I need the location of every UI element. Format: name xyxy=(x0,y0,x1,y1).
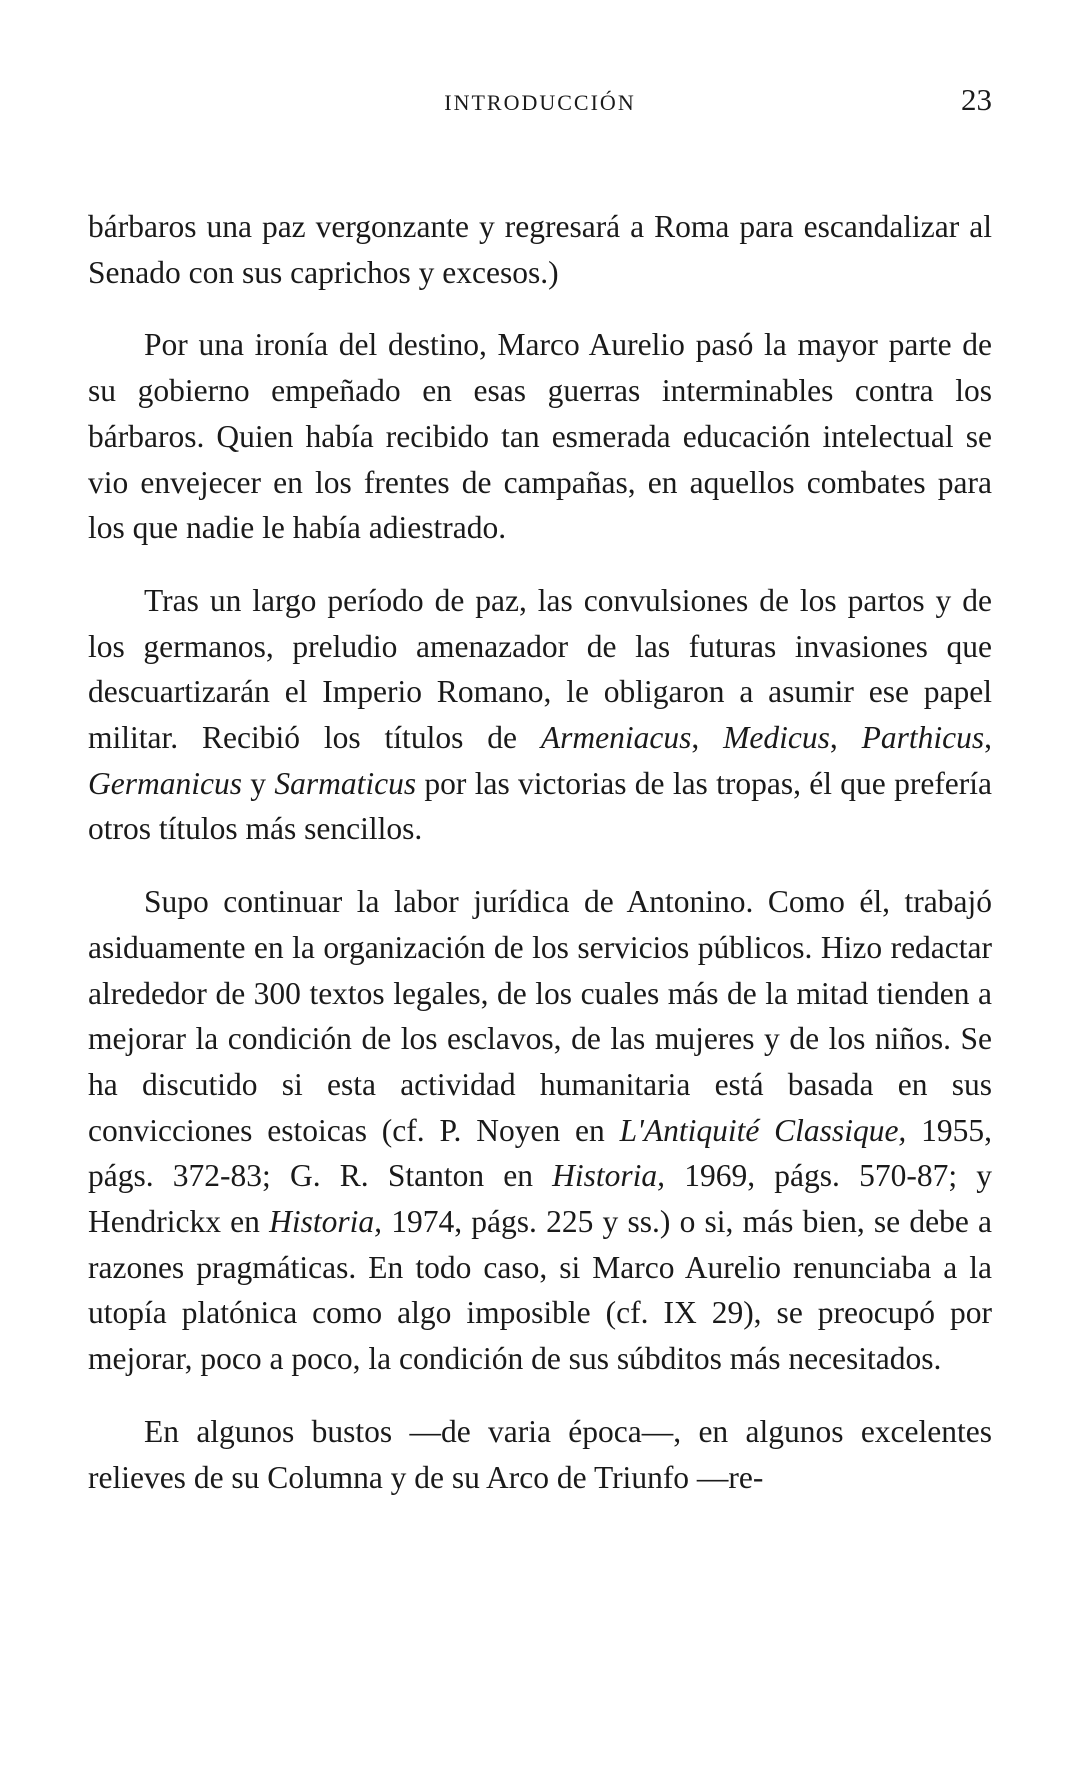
paragraph-5-text: En algunos bustos —de varia época—, en algunos excelentes relieves de su Columna y de su Arco de Triunfo —re- xyxy=(88,1413,992,1495)
title-parthicus: Parthicus xyxy=(861,720,985,756)
paragraph-1-text: bárbaros una paz vergonzante y regresará a Roma para escandalizar al Senado con sus caprichos y excesos.) xyxy=(88,209,992,290)
running-title: INTRODUCCIÓN xyxy=(444,90,636,115)
paragraph-2 xyxy=(88,322,992,551)
separator: , xyxy=(691,720,724,756)
paragraph-1 xyxy=(88,204,992,295)
paragraph-4 xyxy=(88,879,992,1382)
title-armeniacus: Armeniacus xyxy=(540,720,692,756)
title-sarmaticus: Sarmaticus xyxy=(274,765,417,801)
paragraph-5 xyxy=(88,1409,992,1500)
citation-historia-1: Historia, xyxy=(552,1158,666,1194)
paragraph-4-text-a: Supo continuar la labor jurídica de Antonino. Como él, trabajó asiduamente en la organización de los servicios públicos. Hizo redactar alrededor de 300 textos legales, de los cuales más de la mitad tienden a mejorar la condición de los esclavos, de las mujeres y de los niños. Se ha discutido si esta actividad humanitaria está basada en sus convicciones estoicas (cf. P. Noyen en xyxy=(88,884,992,1148)
citation-antiquite-classique: L'Antiquité Classique, xyxy=(619,1112,907,1148)
paragraph-3-text-b: por las victorias de las tropas, él que prefería otros títulos más sencillos. xyxy=(88,765,993,847)
separator: y xyxy=(241,765,275,801)
separator: , xyxy=(984,720,992,756)
paragraph-4-text-d: 1974, págs. 225 y ss.) o si, más bien, se debe a razones pragmáticas. En todo caso, si Marco Aurelio renunciaba a la utopía platónica como algo imposible (cf. IX 29), se preocupó por mejorar, poco a poco, la condición de sus súbditos más necesitados. xyxy=(88,1204,992,1377)
page-number: 23 xyxy=(961,82,992,117)
citation-historia-2: Historia, xyxy=(269,1204,382,1240)
paragraph-4-text-b: 1955, págs. 372-83; G. R. Stanton en xyxy=(88,1112,993,1194)
body-text xyxy=(88,204,992,1527)
paragraph-4-text-c: 1969, págs. 570-87; y Hendrickx en xyxy=(88,1158,992,1240)
paragraph-3-text-a: Tras un largo período de paz, las convulsiones de los partos y de los germanos, preludio amenazador de las futuras invasiones que descuartizarán el Imperio Romano, le obligaron a asumir ese papel militar. Recibió los títulos de xyxy=(88,582,992,756)
book-page xyxy=(88,0,992,1766)
separator: , xyxy=(829,720,862,756)
paragraph-2-text: Por una ironía del destino, Marco Aurelio pasó la mayor parte de su gobierno empeñado en esas guerras interminables contra los bárbaros. Quien había recibido tan esmerada educación intelectual se vio envejecer en los frentes de campañas, en aquellos combates para los que nadie le había adiestrado. xyxy=(88,327,992,546)
running-head xyxy=(88,82,992,122)
paragraph-3 xyxy=(88,578,992,852)
title-germanicus: Germanicus xyxy=(88,765,242,801)
title-medicus: Medicus xyxy=(723,720,830,756)
